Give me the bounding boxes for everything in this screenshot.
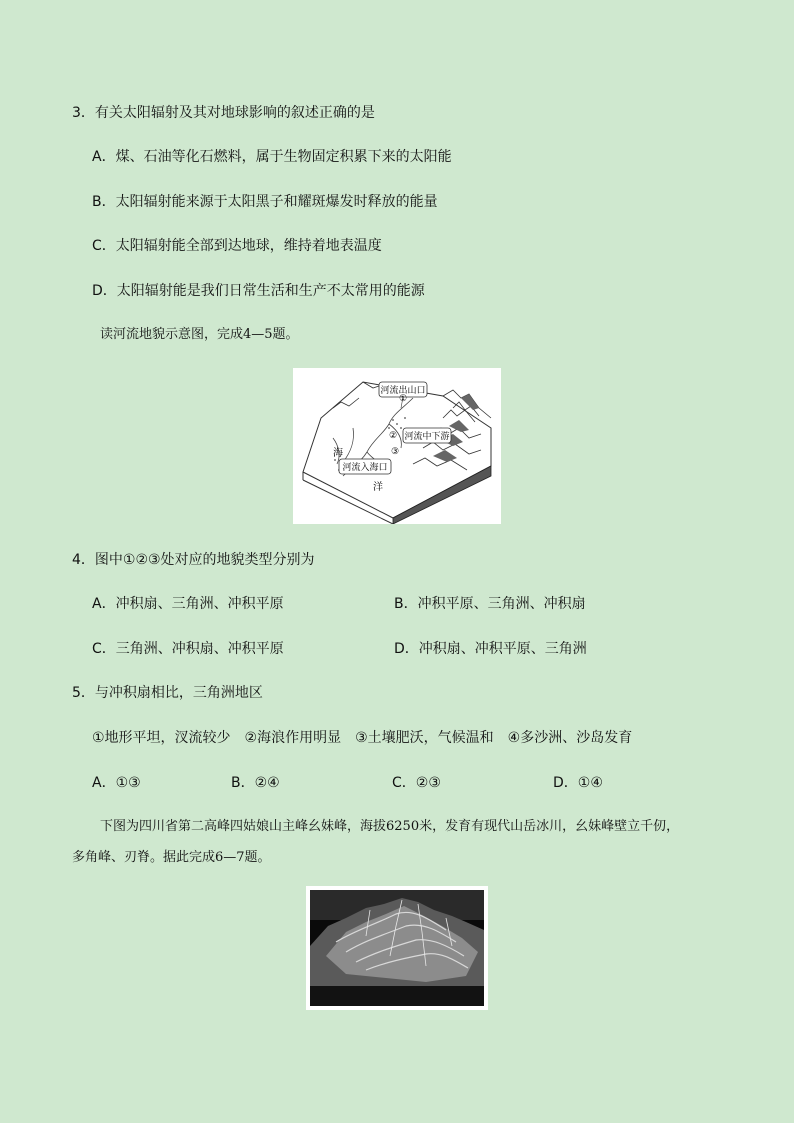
label-mid-lower-reaches: 河流中下游 bbox=[404, 432, 450, 442]
mountain-photo-drawing bbox=[306, 886, 488, 1010]
question-5-stem: 5．与冲积扇相比，三角洲地区 bbox=[72, 685, 263, 701]
intro-questions-6-7-line-1: 下图为四川省第二高峰四姑娘山主峰幺妹峰，海拔6250米，发育有现代山岳冰川，幺妹峰壁立千仞， bbox=[100, 819, 680, 834]
label-estuary: 河流入海口 bbox=[342, 463, 388, 473]
question-5-statements: ①地形平坦，汊流较少 ②海浪作用明显 ③土壤肥沃，气候温和 ④多沙洲、沙岛发育 bbox=[92, 730, 633, 746]
question-4-option-d: D．冲积扇、冲积平原、三角洲 bbox=[394, 641, 587, 657]
river-landform-figure bbox=[293, 368, 501, 524]
marker-2: ② bbox=[389, 431, 398, 441]
question-4-option-c: C．三角洲、冲积扇、冲积平原 bbox=[92, 641, 284, 657]
question-3-stem: 3．有关太阳辐射及其对地球影响的叙述正确的是 bbox=[72, 105, 375, 121]
question-3-option-c: C．太阳辐射能全部到达地球，维持着地表温度 bbox=[92, 238, 382, 254]
question-5-option-b: B．②④ bbox=[231, 775, 280, 791]
intro-questions-6-7-line-2: 多角峰、刃脊。据此完成6—7题。 bbox=[72, 850, 271, 865]
label-river-outlet: 河流出山口 bbox=[380, 386, 426, 396]
question-3-option-b: B．太阳辐射能来源于太阳黑子和耀斑爆发时释放的能量 bbox=[92, 194, 438, 210]
question-5-option-a: A．①③ bbox=[92, 775, 141, 791]
question-5-option-d: D．①④ bbox=[553, 775, 603, 791]
label-sea: 海 bbox=[333, 448, 343, 459]
question-5-option-c: C．②③ bbox=[392, 775, 441, 791]
question-4-option-a: A．冲积扇、三角洲、冲积平原 bbox=[92, 596, 284, 612]
intro-questions-4-5: 读河流地貌示意图，完成4—5题。 bbox=[100, 327, 299, 342]
marker-3: ③ bbox=[391, 447, 400, 457]
marker-1: ① bbox=[399, 394, 408, 404]
mountain-photo bbox=[306, 886, 488, 1010]
river-landform-sketch bbox=[293, 368, 501, 524]
question-3-option-a: A．煤、石油等化石燃料，属于生物固定积累下来的太阳能 bbox=[92, 149, 452, 165]
question-4-option-b: B．冲积平原、三角洲、冲积扇 bbox=[394, 596, 586, 612]
question-4-stem: 4．图中①②③处对应的地貌类型分别为 bbox=[72, 552, 315, 568]
question-3-option-d: D．太阳辐射能是我们日常生活和生产不太常用的能源 bbox=[92, 283, 425, 299]
label-ocean: 洋 bbox=[373, 482, 383, 493]
